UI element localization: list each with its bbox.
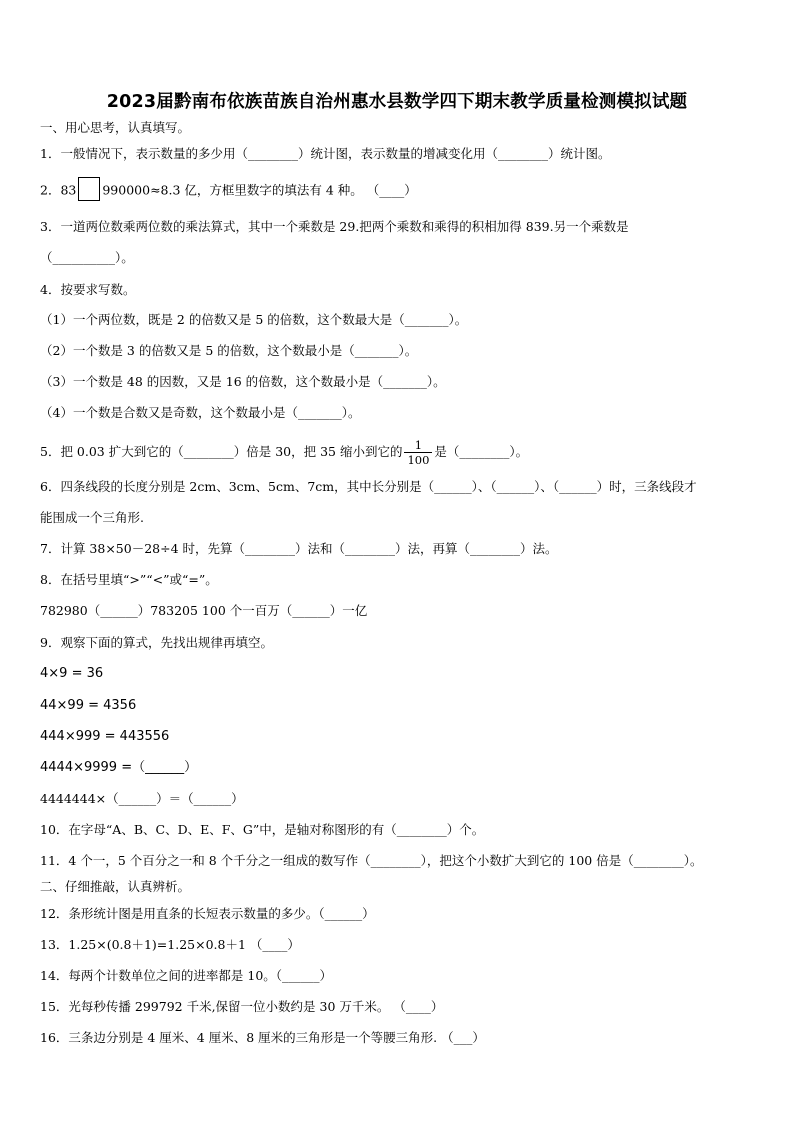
question-1: 1．一般情况下，表示数量的多少用（________）统计图，表示数量的增减变化用（________）统计图。 [40,146,611,161]
question-3-line-2: （__________）。 [40,250,134,265]
question-9: 9．观察下面的算式，先找出规律再填空。 [40,635,273,650]
question-4-2: （2）一个数是 3 的倍数又是 5 的倍数，这个数最小是（_______）。 [40,343,418,358]
question-5-suffix: 是（________）。 [434,444,529,459]
question-15: 15．光每秒传播 299792 千米,保留一位小数约是 30 万千米。 （____） [40,999,444,1014]
question-4-4: （4）一个数是合数又是奇数，这个数最小是（_______）。 [40,405,361,420]
question-11: 11．4 个一，5 个百分之一和 8 个千分之一组成的数写作（________），把这个小数扩大到它的 100 倍是（________）。 [40,853,703,868]
question-3-line-1: 3．一道两位数乘两位数的乘法算式，其中一个乘数是 29.把两个乘数和乘得的积相加得 839.另一个乘数是 [40,219,629,234]
fraction-denominator: 100 [407,453,430,467]
question-4-1: （1）一个两位数，既是 2 的倍数又是 5 的倍数，这个数最大是（_______）。 [40,312,468,327]
question-6-line-1: 6．四条线段的长度分别是 2cm、3cm、5cm、7cm，其中长分别是（______）、（______）、（______）时，三条线段才 [40,479,697,494]
question-7: 7．计算 38×50－28÷4 时，先算（________）法和（________）法，再算（________）法。 [40,541,558,556]
equation-5: 4444444×（______）＝（______） [40,791,244,806]
equation-3: 444×999 = 443556 [40,729,170,744]
question-16: 16．三条边分别是 4 厘米、4 厘米、8 厘米的三角形是一个等腰三角形. （___） [40,1030,485,1045]
equation-4: 4444×9999 =（______） [40,760,198,775]
question-5 [40,438,528,467]
question-8: 8．在括号里填“>”“<”或“=”。 [40,572,218,587]
question-10: 10．在字母“A、B、C、D、E、F、G”中，是轴对称图形的有（________）个。 [40,822,485,837]
equation-1: 4×9 = 36 [40,666,104,681]
question-12: 12．条形统计图是用直条的长短表示数量的多少。（______） [40,906,375,921]
section-heading-2: 二、仔细推敲，认真辨析。 [40,879,191,894]
question-2-prefix: 2．83 [40,182,77,198]
fraction-numerator: 1 [404,438,432,453]
equation-2: 44×99 = 4356 [40,698,137,713]
question-5-prefix: 5．把 0.03 扩大到它的（________）倍是 30，把 35 缩小到它的 [40,444,403,459]
question-4-3: （3）一个数是 48 的因数，又是 16 的倍数，这个数最小是（_______）。 [40,374,446,389]
question-4: 4．按要求写数。 [40,282,136,297]
page-title: 2023届黔南布依族苗族自治州惠水县数学四下期末教学质量检测模拟试题 [106,92,688,112]
question-2 [40,179,417,203]
question-8-items: 782980（______）783205 100 个一百万（______）一亿 [40,603,368,618]
question-6-line-2: 能围成一个三角形. [40,510,144,525]
question-14: 14．每两个计数单位之间的进率都是 10。（______） [40,968,333,983]
question-13: 13．1.25×(0.8＋1)=1.25×0.8＋1 （____） [40,937,300,952]
question-2-suffix: 990000≈8.3 亿，方框里数字的填法有 4 种。 （____） [102,182,417,198]
digit-box [78,177,100,201]
fraction [404,438,432,467]
section-heading-1: 一、用心思考，认真填写。 [40,120,191,135]
